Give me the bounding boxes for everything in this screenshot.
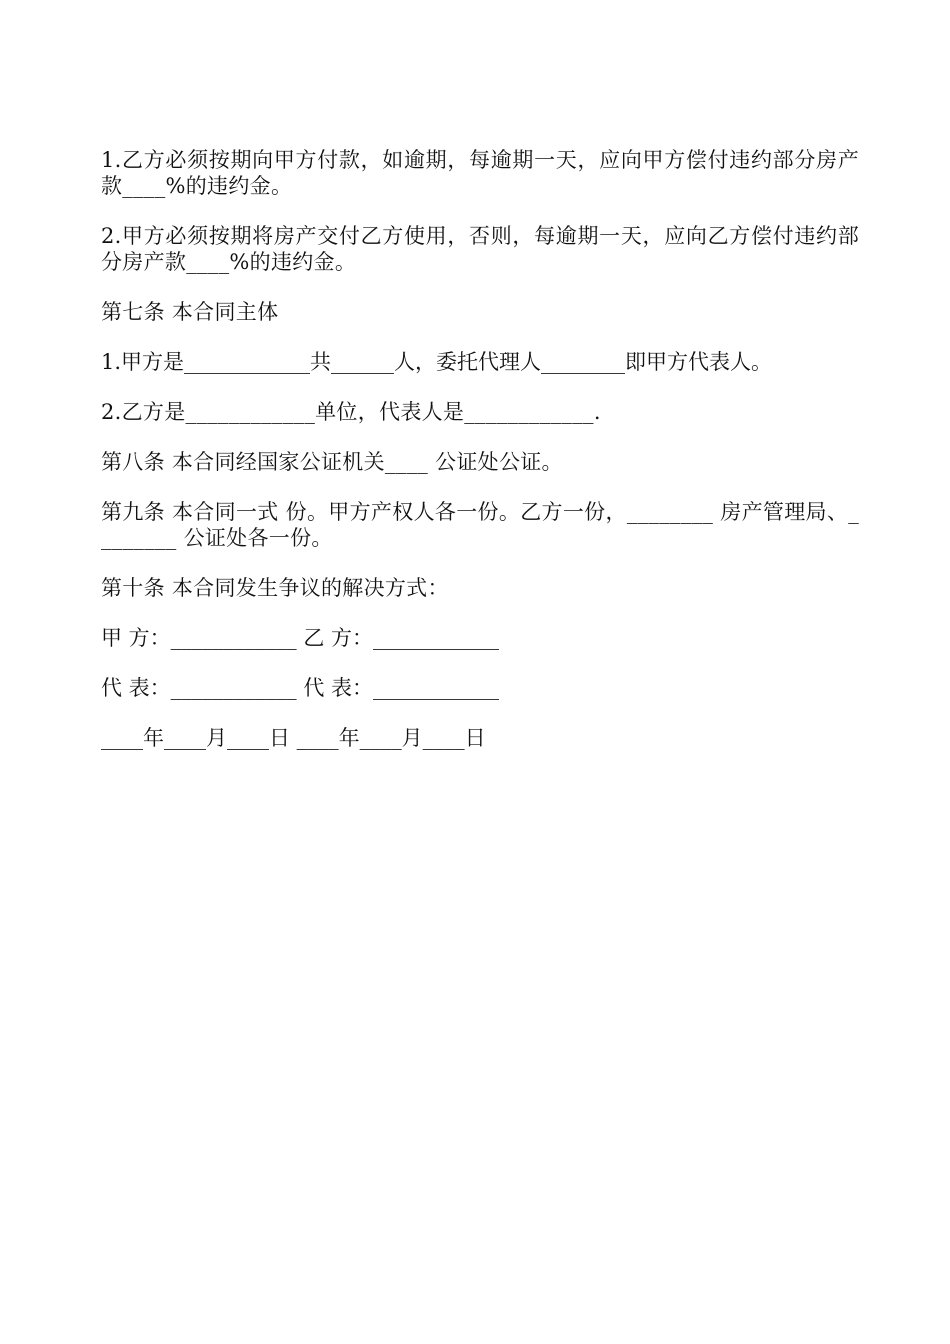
article-7-heading: 第七条 本合同主体 bbox=[101, 300, 279, 324]
contract-page bbox=[101, 147, 859, 775]
signature-representatives: 代 表：____________ 代 表：____________ bbox=[101, 676, 500, 700]
clause-penalty-seller: 2.甲方必须按期将房产交付乙方使用，否则，每逾期一天，应向乙方偿付违约部分房产款____%的违约金。 bbox=[101, 224, 859, 274]
clause-party-a: 1.甲方是____________共______人，委托代理人________即甲方代表人。 bbox=[101, 350, 773, 374]
clause-party-b: 2.乙方是____________单位，代表人是____________. bbox=[101, 400, 601, 424]
article-10: 第十条 本合同发生争议的解决方式： bbox=[101, 576, 449, 600]
article-8: 第八条 本合同经国家公证机关____ 公证处公证。 bbox=[101, 450, 563, 474]
signature-parties: 甲 方：____________ 乙 方：____________ bbox=[101, 626, 500, 650]
clause-penalty-buyer: 1.乙方必须按期向甲方付款，如逾期，每逾期一天，应向甲方偿付违约部分房产款____%的违约金。 bbox=[101, 148, 859, 198]
article-9: 第九条 本合同一式 份。甲方产权人各一份。乙方一份，________ 房产管理局、________ 公证处各一份。 bbox=[101, 500, 859, 550]
signature-dates: ____年____月____日 ____年____月____日 bbox=[101, 726, 486, 750]
